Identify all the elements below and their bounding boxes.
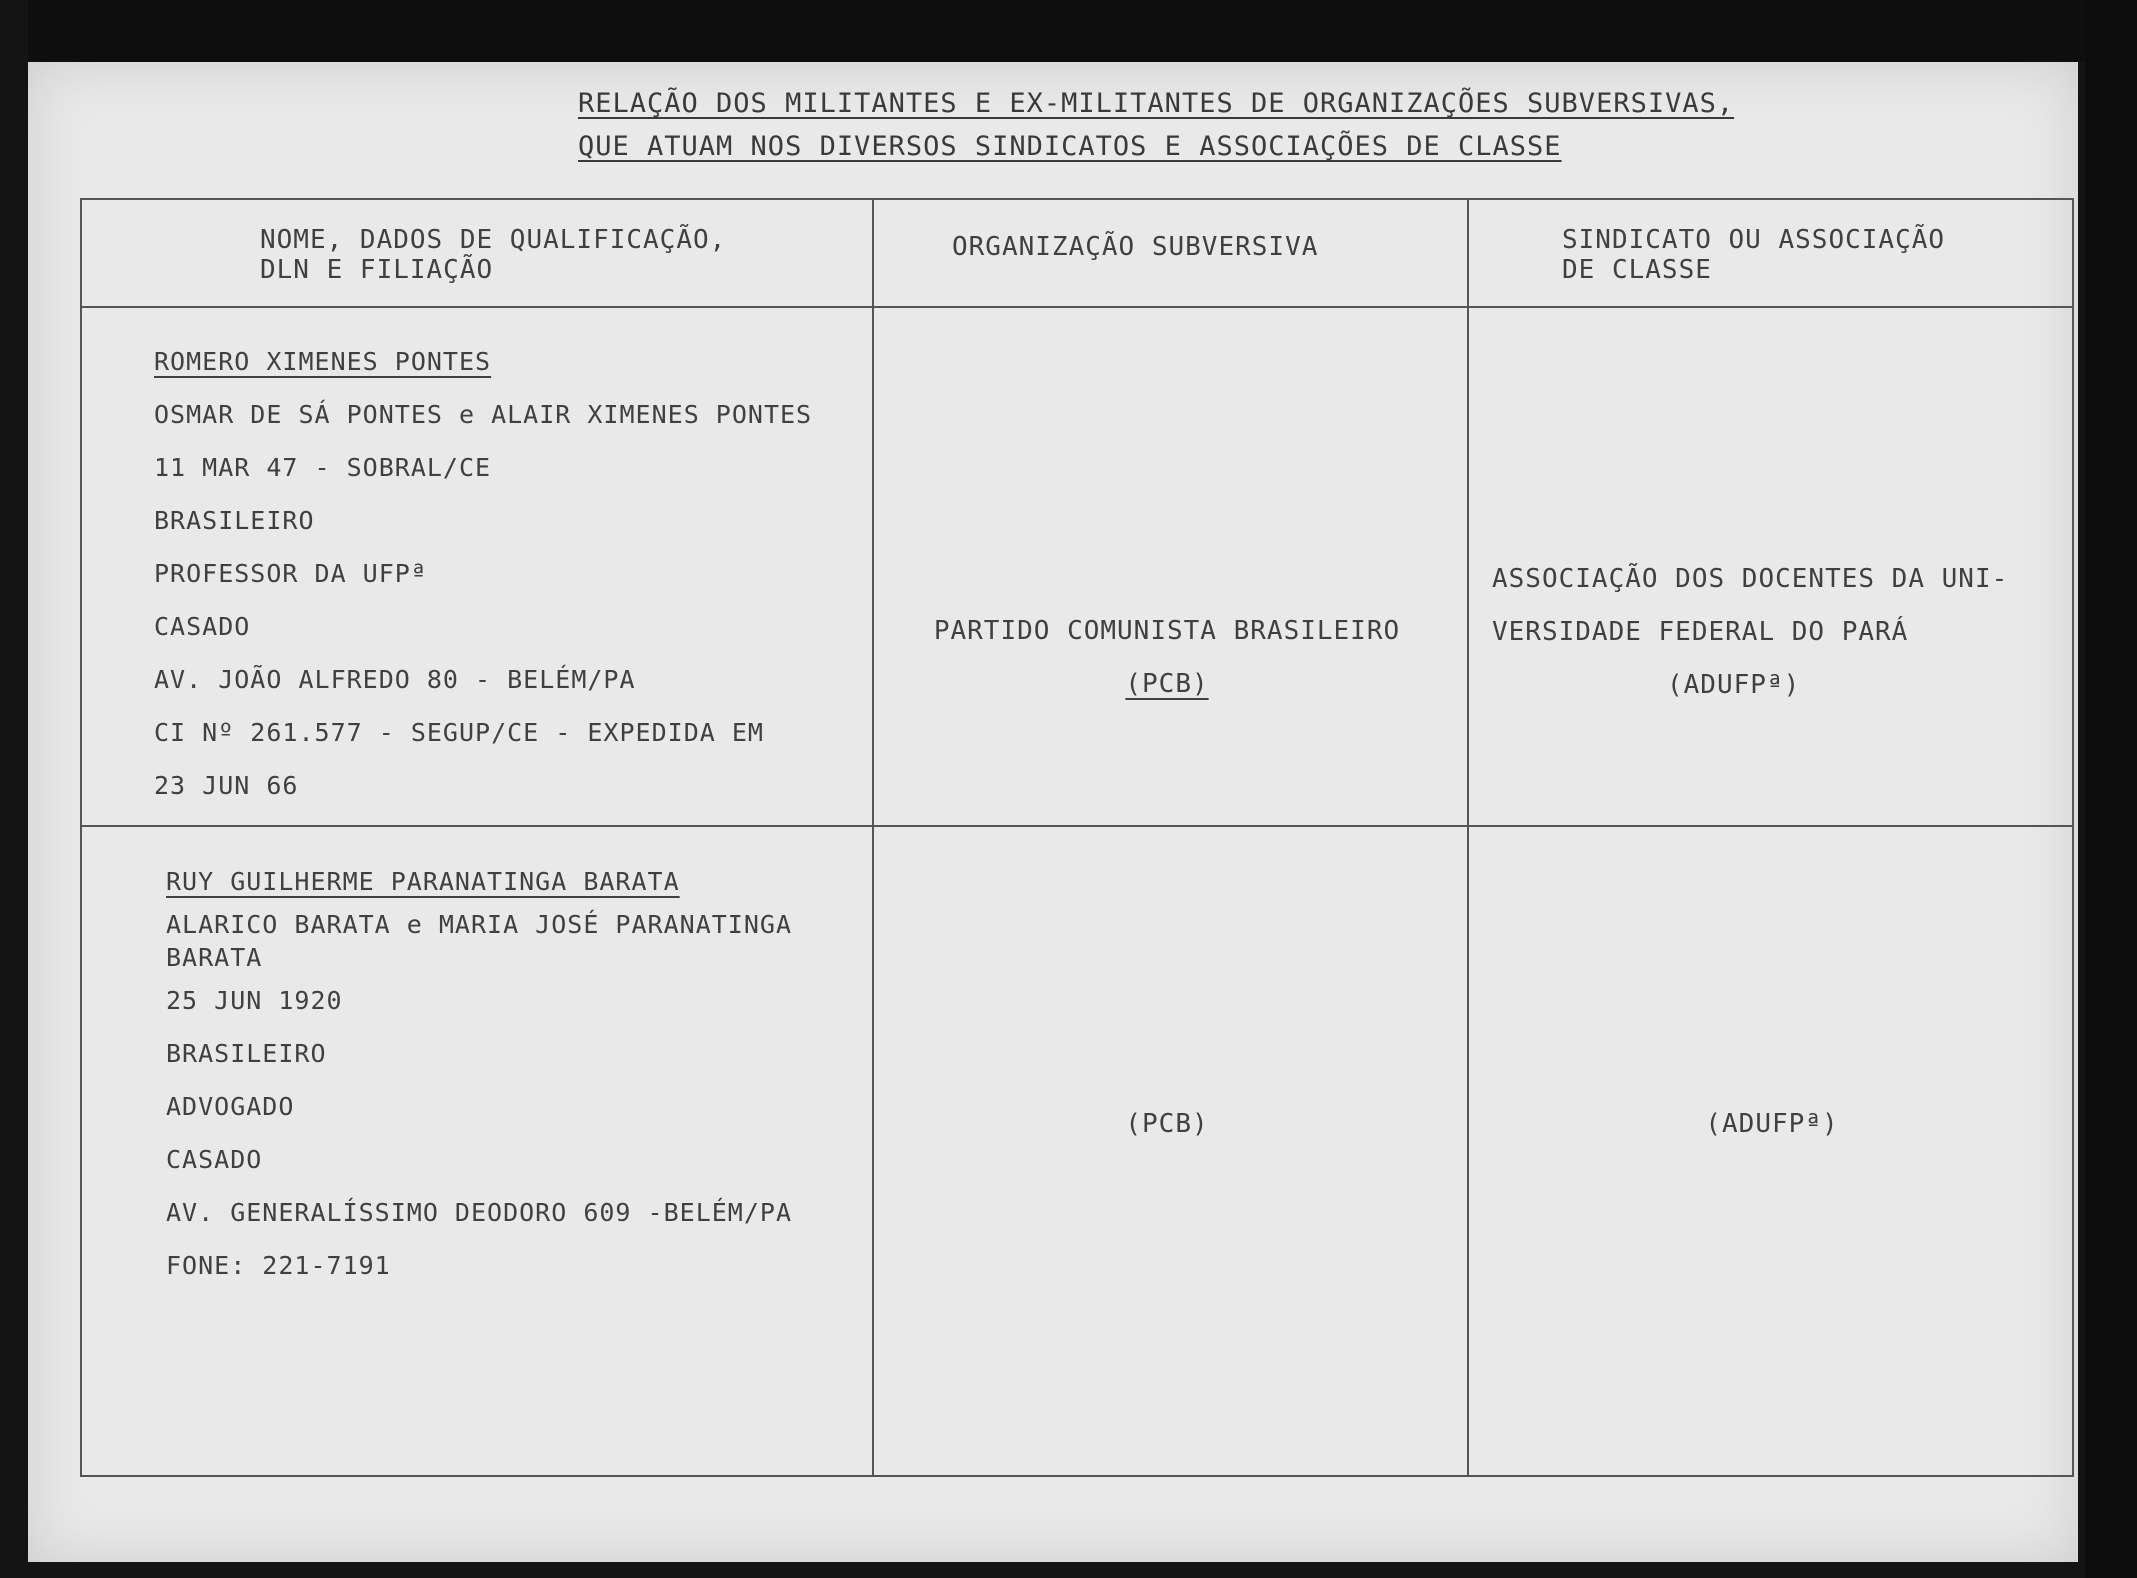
person-2-nationality: BRASILEIRO [166,1039,327,1068]
column-divider-1 [872,200,874,1475]
title-line-2: QUE ATUAM NOS DIVERSOS SINDICATOS E ASSOCIAÇÕES DE CLASSE [578,131,1562,162]
header-divider [82,306,2072,308]
title-line-1: RELAÇÃO DOS MILITANTES E EX-MILITANTES DE ORGANIZAÇÕES SUBVERSIVAS, [578,88,1735,119]
document-title [578,82,1758,168]
person-1-nationality: BRASILEIRO [154,506,315,535]
header-col3-line2: DE CLASSE [1562,255,1712,285]
militants-table [80,198,2074,1477]
row-divider [82,825,2072,827]
person-1-details [154,335,812,812]
person-1-org-abbr: (PCB) [1125,669,1209,699]
person-2-details [166,855,792,1292]
column-divider-2 [1467,200,1469,1475]
person-2-organization: (PCB) [1125,1109,1209,1139]
person-2-phone: FONE: 221-7191 [166,1251,391,1280]
person-1-name: ROMERO XIMENES PONTES [154,347,492,376]
person-1-birth: 11 MAR 47 - SOBRAL/CE [154,453,492,482]
person-1-assoc-line1: ASSOCIAÇÃO DOS DOCENTES DA UNI- [1492,564,2009,594]
person-1-parents: OSMAR DE SÁ PONTES e ALAIR XIMENES PONTES [154,400,813,429]
person-1-assoc-line2: VERSIDADE FEDERAL DO PARÁ [1492,617,1909,647]
person-1-id: CI Nº 261.577 - SEGUP/CE - EXPEDIDA EM [154,718,764,747]
person-2-parents: ALARICO BARATA e MARIA JOSÉ PARANATINGA [166,910,792,939]
header-union-association [1562,225,1945,285]
person-1-org-name: PARTIDO COMUNISTA BRASILEIRO [933,616,1401,646]
person-1-assoc-abbr: (ADUFPª) [1667,670,1801,700]
person-1-address: AV. JOÃO ALFREDO 80 - BELÉM/PA [154,665,636,694]
person-2-birth: 25 JUN 1920 [166,986,343,1015]
header-col1-line2: DLN E FILIAÇÃO [260,255,494,285]
person-1-id-date: 23 JUN 66 [154,771,299,800]
person-1-profession: PROFESSOR DA UFPª [154,559,427,588]
person-2-marital: CASADO [166,1145,263,1174]
person-2-parents-cont: BARATA [166,943,263,972]
scan-left-border [0,0,28,1578]
person-1-association [1492,553,2008,712]
person-1-marital: CASADO [154,612,251,641]
header-col3-line1: SINDICATO OU ASSOCIAÇÃO [1562,225,1946,255]
person-2-association: (ADUFPª) [1705,1109,1839,1139]
header-col1-line1: NOME, DADOS DE QUALIFICAÇÃO, [260,225,727,255]
person-2-profession: ADVOGADO [166,1092,295,1121]
scan-right-border [2085,0,2137,1578]
person-1-organization [882,605,1452,711]
header-name-qualification [260,225,726,285]
header-subversive-organization: ORGANIZAÇÃO SUBVERSIVA [952,232,1319,262]
person-2-address: AV. GENERALÍSSIMO DEODORO 609 -BELÉM/PA [166,1198,792,1227]
person-2-name: RUY GUILHERME PARANATINGA BARATA [166,867,680,896]
scan-top-border [0,0,2137,62]
